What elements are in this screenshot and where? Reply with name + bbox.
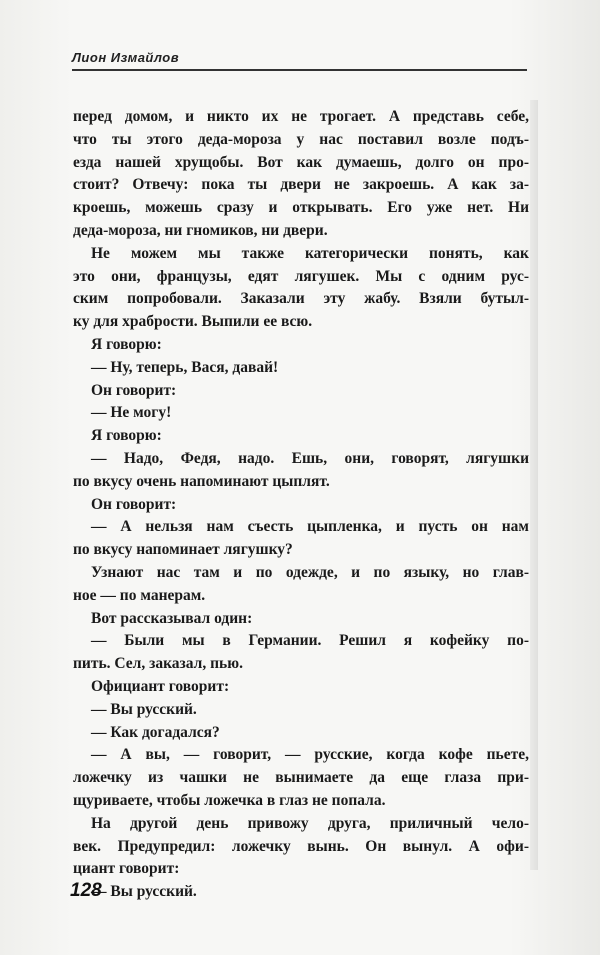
text-line: Он говорит: <box>91 495 177 513</box>
text-line: век. Предупредил: ложечку вынь. Он вынул. А офи- <box>73 837 529 855</box>
text-line: по вкусу очень напоминают цыплят. <box>73 472 330 490</box>
text-line: ложечку из чашки не вынимаете да еще глаза при- <box>73 769 529 787</box>
text-line: ное — по манерам. <box>73 586 206 604</box>
text-line: деда-мороза, ни гномиков, ни двери. <box>73 221 328 239</box>
text-line: — Как догадался? <box>91 723 220 741</box>
text-line: ку для храбрости. Выпили ее всю. <box>73 313 313 331</box>
text-line: езда нашей хрущобы. Вот как думаешь, долго он про- <box>73 153 529 171</box>
text-line: щуриваете, чтобы ложечка в глаз не попала. <box>73 791 386 809</box>
page-number: 128 <box>70 880 102 901</box>
text-line: — Были мы в Германии. Решил я кофейку по- <box>91 632 529 650</box>
text-line: — Не могу! <box>91 404 172 422</box>
text-line: — А вы, — говорит, — русские, когда кофе пьете, <box>91 746 529 764</box>
text-line: пить. Сел, заказал, пью. <box>73 655 243 673</box>
text-line: — Ну, теперь, Вася, давай! <box>91 358 279 376</box>
text-line: Узнают нас там и по одежде, и по языку, но глав- <box>91 563 529 581</box>
text-line: — Вы русский. <box>91 700 197 718</box>
text-line: что ты этого деда-мороза у нас поставил возле подъ- <box>73 130 529 148</box>
text-line: Я говорю: <box>91 427 162 445</box>
text-line: циант говорит: <box>73 860 180 878</box>
text-line: кроешь, можешь сразу и открывать. Его уже нет. Ни <box>73 199 529 217</box>
text-line: перед домом, и никто их не трогает. А представь себе, <box>73 108 529 125</box>
text-line: — Надо, Федя, надо. Ешь, они, говорят, лягушки <box>91 449 529 467</box>
running-header <box>72 50 527 74</box>
page-shadow <box>530 100 538 870</box>
text-line: стоит? Отвечу: пока ты двери не закроешь. А как за- <box>73 176 529 194</box>
text-line: Вот рассказывал один: <box>91 609 253 627</box>
text-line: Официант говорит: <box>91 677 230 695</box>
body-text <box>73 106 529 904</box>
text-line: ским попробовали. Заказали эту жабу. Взяли бутыл- <box>73 290 529 308</box>
header-rule <box>72 69 527 71</box>
text-line: На другой день привожу друга, приличный чело- <box>91 814 529 832</box>
text-line: Я говорю: <box>91 335 162 353</box>
text-line: Не можем мы также категорически понять, как <box>91 244 529 262</box>
text-line: по вкусу напоминает лягушку? <box>73 541 293 559</box>
text-line: — Вы русский. <box>91 883 197 901</box>
text-line: это они, французы, едят лягушек. Мы с одним рус- <box>73 267 529 285</box>
author-name: Лион Измайлов <box>72 50 180 65</box>
text-line: Он говорит: <box>91 381 177 399</box>
text-line: — А нельзя нам съесть цыпленка, и пусть он нам <box>91 518 529 536</box>
